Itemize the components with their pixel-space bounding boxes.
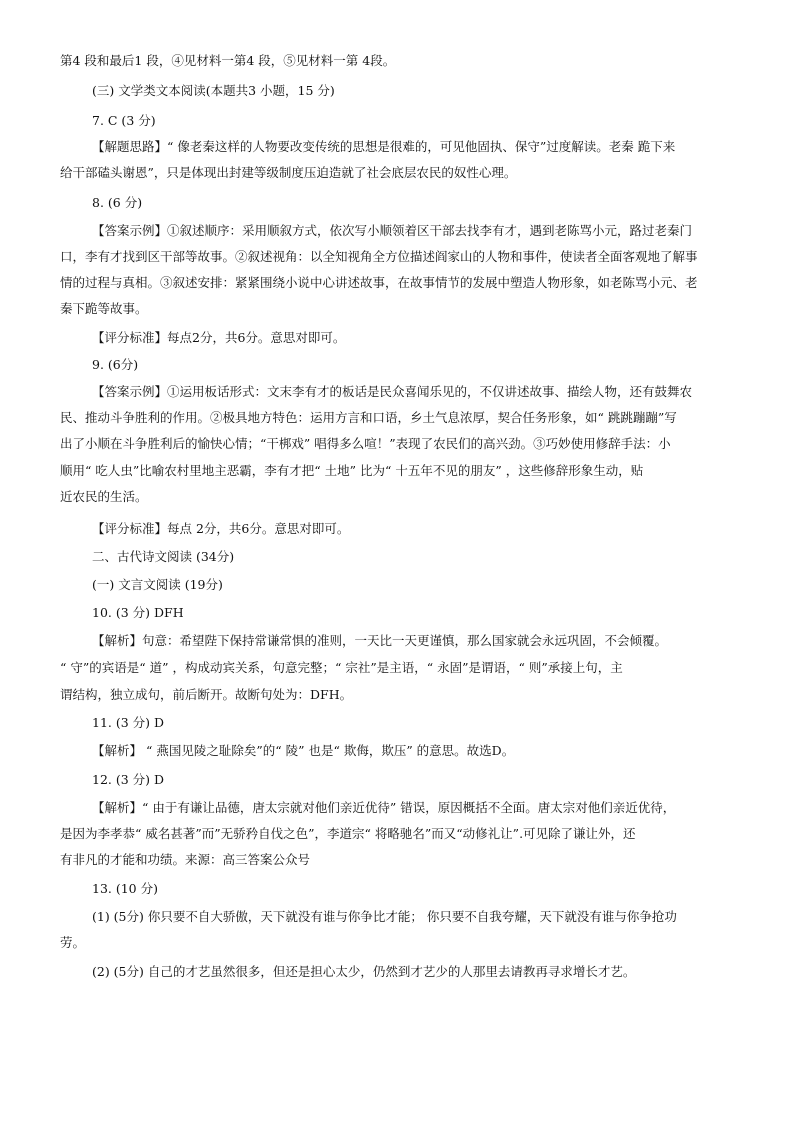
text-line: 【解析】 “ 燕国见陵之耻除矣”的“ 陵” 也是“ 欺侮，欺压” 的意思。故选D。: [92, 743, 515, 758]
text-line: 有非凡的才能和功绩。来源：高三答案公众号: [60, 852, 311, 867]
text-line: 出了小顺在斗争胜利后的愉快心情；“干梆戏” 唱得多么喧！”表现了农民们的高兴劲。③巧妙使用修辞手法：小: [60, 436, 671, 451]
text-line: 顺用“ 吃人虫”比喻农村里地主恶霸，李有才把“ 土地” 比为“ 十五年不见的朋友” ，这些修辞形象生动，贴: [60, 463, 644, 478]
text-line: 秦下跪等故事。: [60, 301, 148, 316]
question-header: 13. (10 分): [92, 881, 158, 896]
question-header: 7. C (3 分): [92, 113, 156, 128]
text-line: 谓结构，独立成句，前后断开。故断句处为：DFH。: [60, 687, 353, 702]
text-line: 是因为李孝恭“ 威名甚著”而”无骄矜自伐之色”，李道宗“ 将略驰名”而又“动修礼让”.可见除了谦让外，还: [60, 826, 636, 841]
scoring-standard: 【评分标准】每点 2分，共6分。意思对即可。: [92, 521, 350, 536]
text-line: 【答案示例】①叙述顺序：采用顺叙方式，依次写小顺领着区干部去找李有才，遇到老陈骂小元，路过老秦门: [92, 223, 693, 238]
text-line: 第4 段和最后1 段，④见材料一第4 段，⑤见材料一第 4段。: [60, 53, 396, 68]
text-line: (1) (5分) 你只要不自大骄傲，天下就没有谁与你争比才能； 你只要不自我夸耀，天下就没有谁与你争抢功: [92, 909, 677, 924]
text-line: 口，李有才找到区干部等故事。②叙述视角：以全知视角全方位描述阎家山的人物和事件，使读者全面客观地了解事: [60, 249, 698, 264]
section-heading: (一) 文言文阅读 (19分): [92, 577, 223, 592]
text-line: 【解题思路】“ 像老秦这样的人物要改变传统的思想是很难的，可见他固执、保守”过度解读。老秦 跪下来: [92, 139, 676, 154]
text-line: 劳。: [60, 935, 86, 950]
text-line: 【答案示例】①运用板话形式：文末李有才的板话是民众喜闻乐见的，不仅讲述故事、描绘人物，还有鼓舞农: [92, 384, 693, 399]
text-line: 情的过程与真相。③叙述安排：紧紧围绕小说中心讲述故事，在故事情节的发展中塑造人物形象，如老陈骂小元、老: [60, 275, 698, 290]
question-header: 10. (3 分) DFH: [92, 605, 184, 620]
section-heading: (三) 文学类文本阅读(本题共3 小题，15 分): [92, 83, 335, 98]
scoring-standard: 【评分标准】每点2分，共6分。意思对即可。: [92, 330, 346, 345]
text-line: 民、推动斗争胜利的作用。②极具地方特色：运用方言和口语，乡土气息浓厚，契合任务形象，如“ 跳跳蹦蹦”写: [60, 410, 677, 425]
text-line: “ 守”的宾语是“ 道” ，构成动宾关系，句意完整；“ 宗社”是主语，“ 永固”是谓语，“ 则”承接上句，主: [60, 660, 623, 675]
text-line: 【解析】“ 由于有谦让品德，唐太宗就对他们亲近优待” 错误，原因概括不全面。唐太宗对他们亲近优待，: [92, 800, 676, 815]
text-line: (2) (5分) 自己的才艺虽然很多，但还是担心太少，仍然到才艺少的人那里去请教再寻求增长才艺。: [92, 964, 636, 979]
section-heading: 二、古代诗文阅读 (34分): [92, 549, 235, 564]
text-line: 【解析】句意：希望陛下保持常谦常惧的准则，一天比一天更谨慎，那么国家就会永远巩固，不会倾覆。: [92, 633, 668, 648]
question-header: 11. (3 分) D: [92, 715, 165, 730]
text-line: 给干部磕头谢恩”，只是体现出封建等级制度压迫造就了社会底层农民的奴性心理。: [60, 165, 517, 180]
text-line: 近农民的生活。: [60, 489, 148, 504]
question-header: 8. (6 分): [92, 195, 143, 210]
question-header: 12. (3 分) D: [92, 772, 165, 787]
question-header: 9. (6分): [92, 357, 139, 372]
